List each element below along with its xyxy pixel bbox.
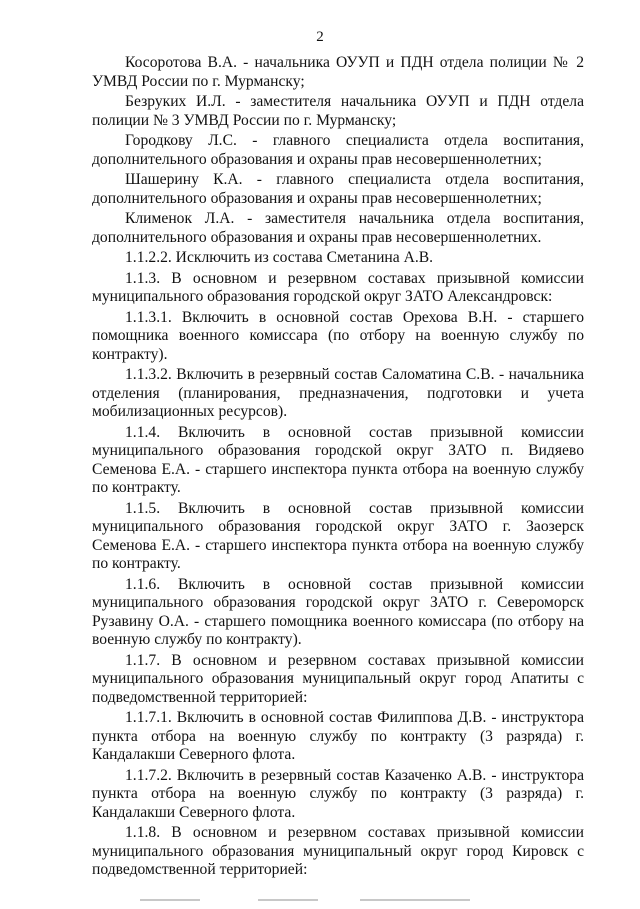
paragraph: 1.1.8. В основном и резервном составах призывной комиссии муниципального образования муниципальный округ город Кировск с подведомственной территорией: (92, 824, 584, 878)
paragraph: 1.1.7.2. Включить в резервный состав Казаченко А.В. - инструктора пункта отбора на военную службу по контракту (3 разряда) г. Кандалакши Северного флота. (92, 766, 584, 821)
document-body (92, 54, 584, 882)
scan-artifact-line (258, 899, 318, 901)
paragraph: 1.1.5. Включить в основной состав призывной комиссии муниципального образования городской округ ЗАТО г. Заозерск Семенова Е.А. - старшего инспектора пункта отбора на военную службу по контракту. (92, 499, 584, 572)
paragraph: 1.1.3. В основном и резервном составах призывной комиссии муниципального образования городской округ ЗАТО Александровск: (92, 269, 584, 305)
paragraph: 1.1.7.1. Включить в основной состав Филиппова Д.В. - инструктора пункта отбора на военную службу по контракту (3 разряда) г. Кандалакши Северного флота. (92, 709, 584, 763)
paragraph: 1.1.3.2. Включить в резервный состав Саломатина С.В. - начальника отделения (планирования, предназначения, подготовки и учета мобилизационных ресурсов). (92, 366, 584, 420)
paragraph: Косоротова В.А. - начальника ОУУП и ПДН отдела полиции № 2 УМВД России по г. Мурманску; (92, 54, 584, 90)
paragraph: Шашерину К.А. - главного специалиста отдела воспитания, дополнительного образования и охраны прав несовершеннолетних; (92, 171, 584, 207)
paragraph: 1.1.4. Включить в основной состав призывной комиссии муниципального образования городской округ ЗАТО п. Видяево Семенова Е.А. - старшего инспектора пункта отбора на военную службу по контракту. (92, 423, 584, 496)
paragraph: Безруких И.Л. - заместителя начальника ОУУП и ПДН отдела полиции № 3 УМВД России по г. Мурманску; (92, 93, 584, 129)
paragraph: Городкову Л.С. - главного специалиста отдела воспитания, дополнительного образования и охраны прав несовершеннолетних; (92, 132, 584, 168)
paragraph: 1.1.7. В основном и резервном составах призывной комиссии муниципального образования муниципальный округ город Апатиты с подведомственной территорией: (92, 651, 584, 706)
scan-artifact-line (360, 899, 470, 901)
paragraph: 1.1.6. Включить в основной состав призывной комиссии муниципального образования городской округ ЗАТО г. Североморск Рузавину О.А. - старшего помощника военного комиссара (по отбору на военную службу по контракту). (92, 575, 584, 648)
scan-artifact-line (140, 899, 200, 901)
page-number: 2 (316, 29, 324, 45)
paragraph: 1.1.3.1. Включить в основной состав Орехова В.Н. - старшего помощника военного комиссара (по отбору на военную службу по контракту). (92, 308, 584, 363)
paragraph: Клименок Л.А. - заместителя начальника отдела воспитания, дополнительного образования и охраны прав несовершеннолетних. (92, 210, 584, 246)
paragraph: 1.1.2.2. Исключить из состава Сметанина А.В. (125, 249, 434, 266)
